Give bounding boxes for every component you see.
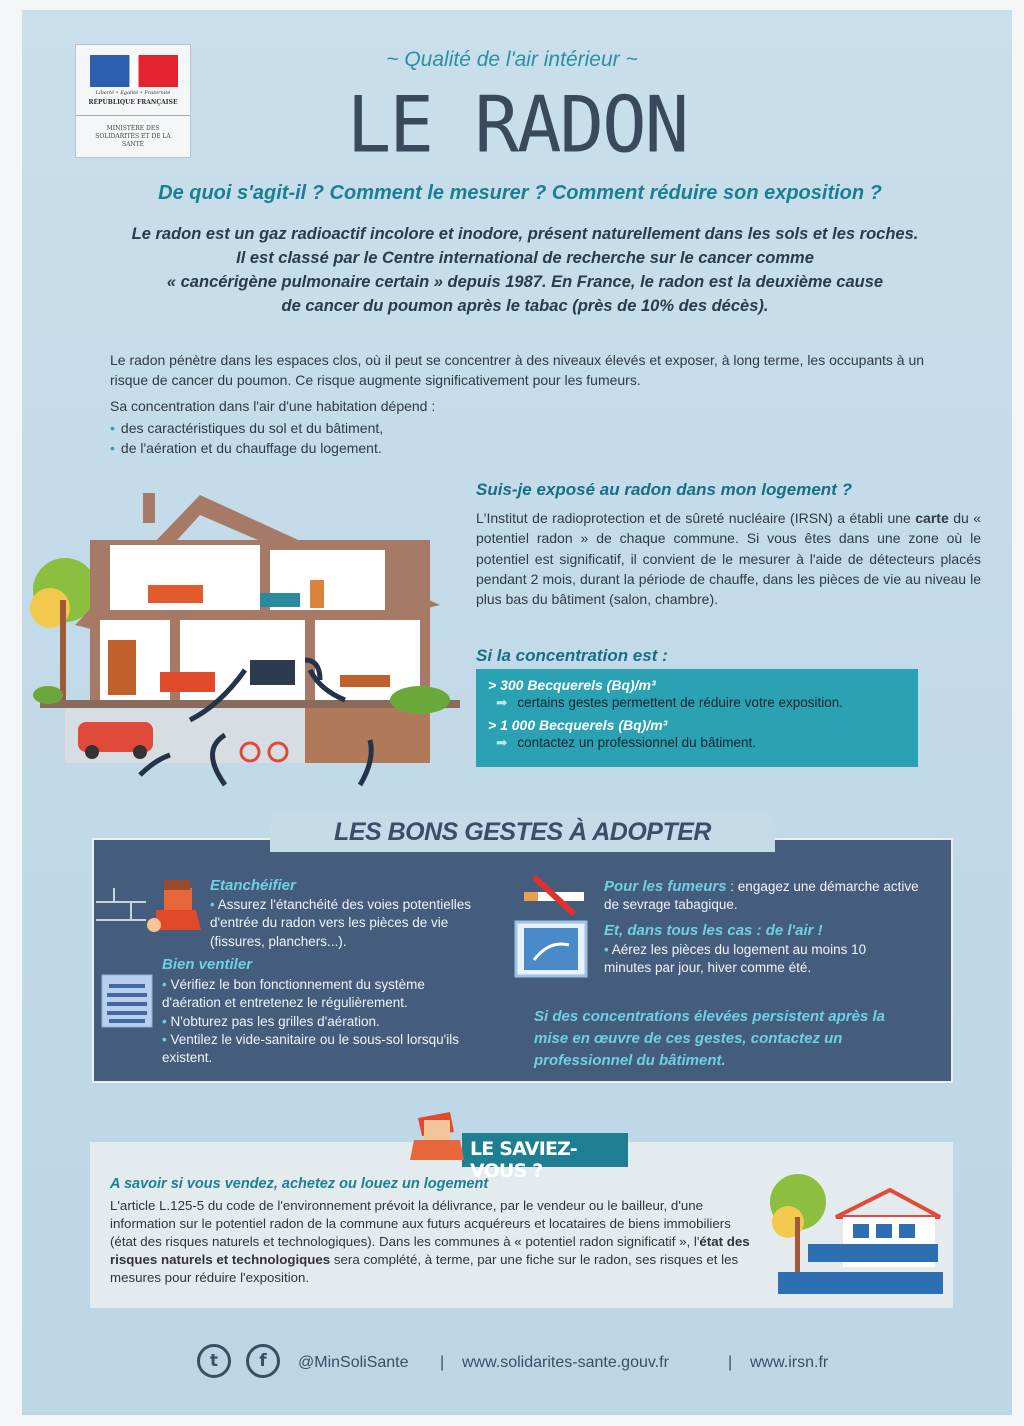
kicker: ~ Qualité de l'air intérieur ~ — [386, 48, 638, 71]
intro-text: Le radon pénètre dans les espaces clos, où il peut se concentrer à des niveaux élevés et exposer, à long terme, les occupants à un risque de cancer du poumon. Ce risque augmente significativement pour les fumeurs. Sa concentration dans l'air d'une habitation dépend : • des caractéristiques du sol et du bâtiment, • de l'aération et du chauffage du logement. — [110, 350, 950, 458]
did-you-know-tag: LE SAVIEZ-VOUS ? — [462, 1133, 628, 1167]
list-item: • de l'aération et du chauffage du logement. — [110, 438, 950, 458]
persist-note: Si des concentrations élevées persistent après la mise en œuvre de ces gestes, contactez un professionnel du bâtiment. — [534, 1008, 885, 1069]
gestures-title: LES BONS GESTES À ADOPTER — [270, 810, 775, 852]
concentration-box: > 300 Becquerels (Bq)/m³ ➡ certains gestes permettent de réduire votre exposition. > 1 000 Becquerels (Bq)/m³ ➡ contactez un professionnel du bâtiment. — [476, 669, 918, 767]
government-logo: Liberté • Égalité • Fraternité RÉPUBLIQUE FRANÇAISE MINISTÈRE DES SOLIDARITÉS ET DE LA SANTÉ — [75, 44, 191, 158]
subtitle: De quoi s'agit-il ? Comment le mesurer ? Comment réduire son exposition ? — [158, 182, 882, 204]
did-you-know-panel: A savoir si vous vendez, achetez ou louez un logement L'article L.125-5 du code de l'environnement prévoit la délivrance, par le vendeur ou le bailleur, d'une information sur le potentiel radon de la commune aux futurs acquéreurs et locataires de biens immobiliers (état des risques naturels et technologiques). Dans les communes à « potentiel radon significatif », l'état des risques naturels et technologiques sera complété, à terme, par une fiche sur le radon, ses risques et les mesures pour réduire l'exposition. — [90, 1142, 953, 1308]
lead-paragraph: Le radon est un gaz radioactif incolore et inodore, présent naturellement dans les sols et les roches. Il est classé par le Centre international de recherche sur le cancer comme « cancérigène pulmonaire certain » depuis 1987. En France, le radon est la deuxième cause de cancer du poumon après le tabac (près de 10% des décès). — [131, 225, 919, 315]
website-link[interactable]: www.solidarites-sante.gouv.fr — [462, 1354, 669, 1371]
list-item: • des caractéristiques du sol et du bâtiment, — [110, 418, 950, 438]
character-icon — [410, 1110, 464, 1160]
house-illustration — [20, 490, 465, 795]
twitter-handle[interactable]: @MinSoliSante — [298, 1354, 409, 1371]
worker-sealing-icon — [96, 880, 201, 935]
gestures-panel: Etanchéifier • Assurez l'étanchéité des voies potentielles d'entrée du radon vers les pièces de vie (fissures, planchers...). Bien ventiler • Vérifiez le bon fonctionnement du système d'aération et entretenez le régulièrement. • N'obturez pas les grilles d'aération. • Ventilez le vide-sanitaire ou le sous-sol lorsqu'ils existent. Pour les fumeurs : engagez une démarche active de sevrage tabagique. Et, dans tous les cas : de l'air ! • Aérez les pièces du logement au moins 10 minutes par jour, hiver comme été. Si des concentrations élevées persistent après la mise en œuvre de ces gestes, contactez un professionnel du bâtiment. — [92, 838, 953, 1083]
exposure-section: Suis-je exposé au radon dans mon logement ? L'Institut de radioprotection et de sûreté nucléaire (IRSN) a établi une carte du « potentiel radon » de chaque commune. Si vous êtes dans une zone où le potentiel est significatif, il convient de le mesurer à l'aide de détecteurs placés pendant 2 mois, durant la période de chauffe, dans les pièces de vie au niveau le plus bas du bâtiment (salon, chambre). — [476, 480, 982, 608]
arrow-icon: ➡ — [496, 695, 508, 710]
concentration-title: Si la concentration est : — [476, 646, 668, 665]
page-title: LE RADON — [346, 79, 688, 171]
ventilation-grille-icon — [101, 974, 153, 1028]
no-smoking-icon — [519, 872, 589, 918]
house-for-sale-icon — [768, 1162, 948, 1297]
exposure-title: Suis-je exposé au radon dans mon logement ? — [476, 480, 852, 499]
arrow-icon: ➡ — [496, 735, 508, 750]
facebook-icon[interactable]: f — [246, 1344, 280, 1378]
irsn-link[interactable]: www.irsn.fr — [750, 1354, 829, 1371]
open-window-icon — [514, 920, 588, 978]
twitter-icon[interactable]: t — [197, 1344, 231, 1378]
